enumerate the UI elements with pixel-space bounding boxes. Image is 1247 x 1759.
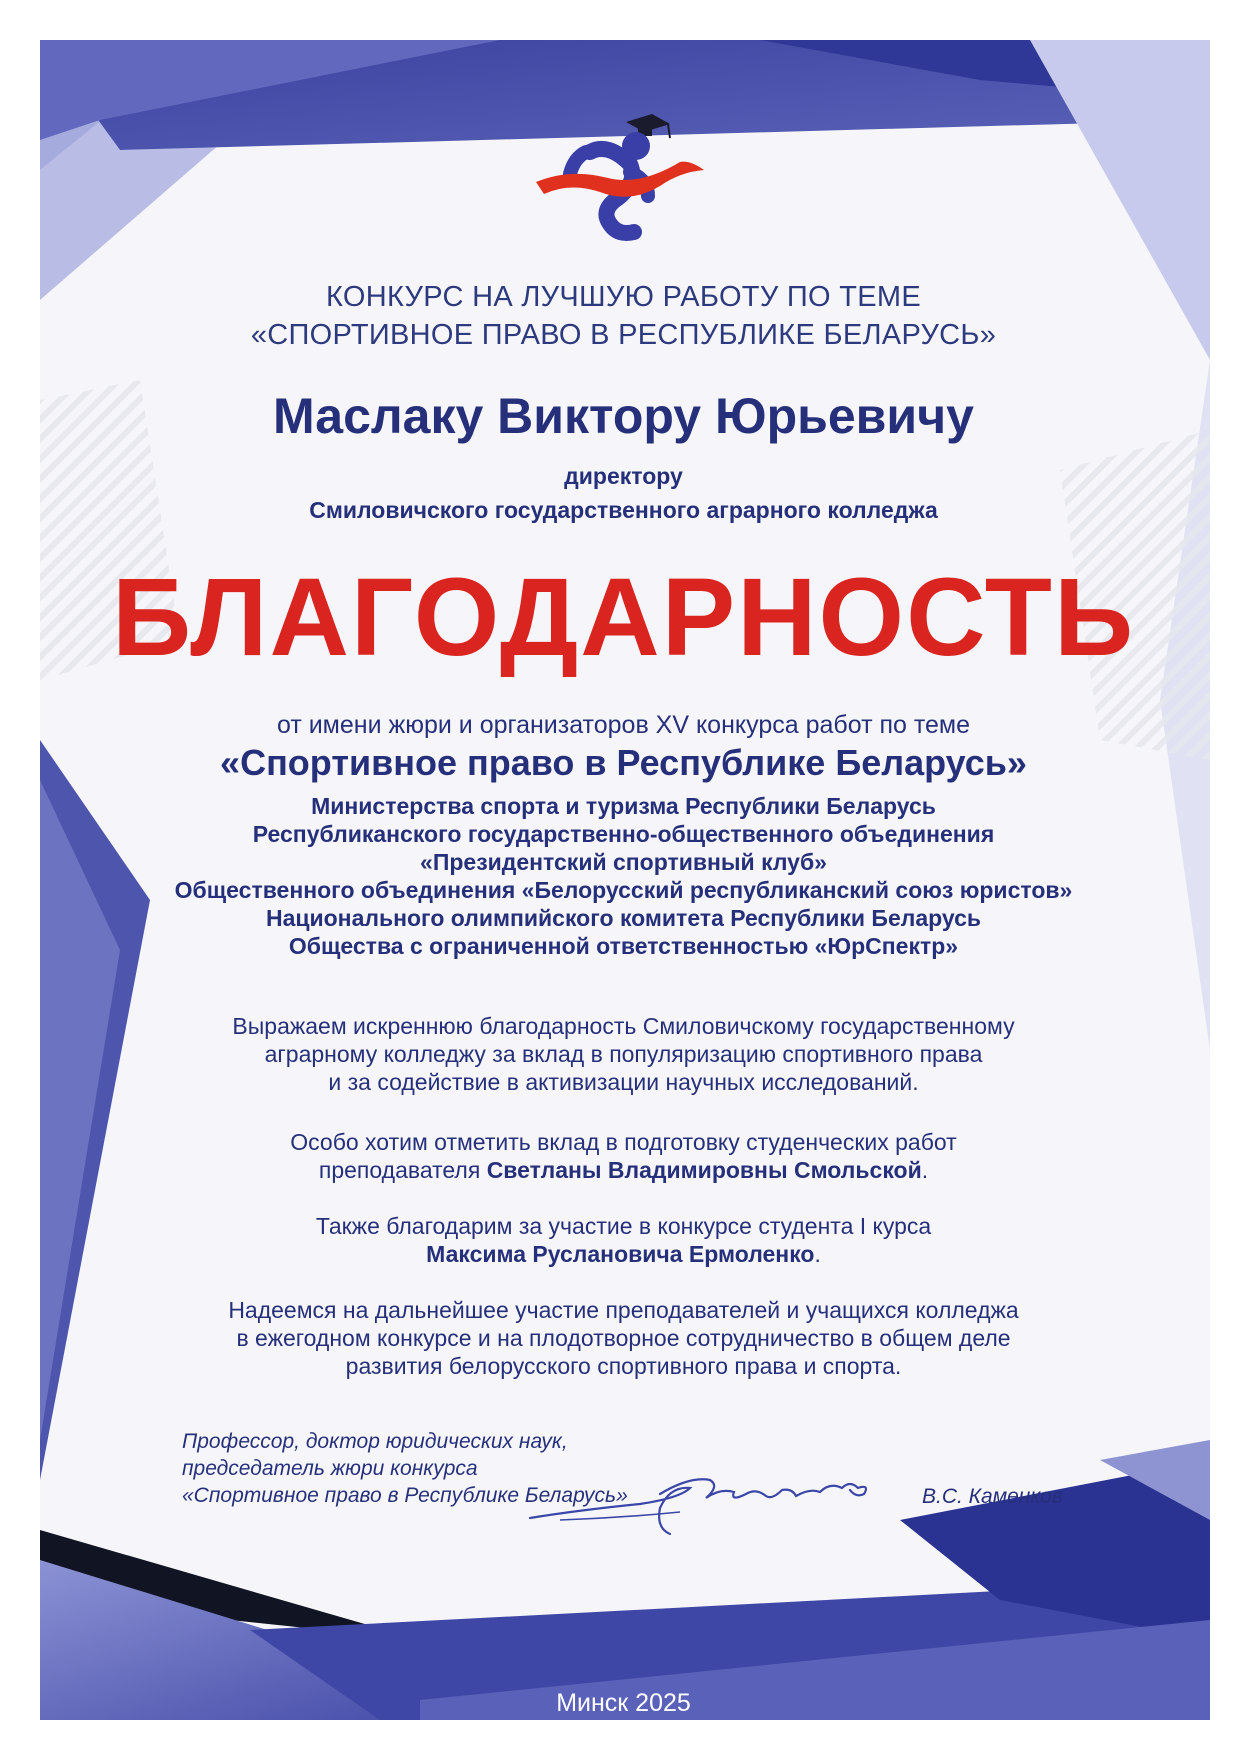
paragraph-line: Особо хотим отметить вклад в подготовку студенческих работ (290, 1129, 957, 1155)
organizer-item: Республиканского государственно-общественного объединения (252, 821, 995, 847)
organizer-item: Национального олимпийского комитета Республики Беларусь (265, 905, 982, 931)
headline: БЛАГОДАРНОСТЬ (111, 556, 1136, 679)
teacher-paragraph (0, 1128, 1247, 1184)
signatory-line: председатель жюри конкурса (182, 1457, 478, 1480)
from-line: от имени жюри и организаторов XV конкурса работ по теме (276, 711, 971, 739)
student-paragraph (0, 1212, 1247, 1268)
recipient-name: Маслаку Виктору Юрьевичу (273, 388, 974, 444)
teacher-prefix: преподавателя (318, 1157, 487, 1183)
handwritten-signature (520, 1458, 940, 1538)
contest-title-line2: «СПОРТИВНОЕ ПРАВО В РЕСПУБЛИКЕ БЕЛАРУСЬ» (250, 319, 997, 351)
organizers-list (0, 792, 1247, 960)
contest-title-line1: КОНКУРС НА ЛУЧШУЮ РАБОТУ ПО ТЕМЕ (325, 281, 922, 313)
footer-city-year: Минск 2025 (556, 1689, 691, 1717)
signatory-line: Профессор, доктор юридических наук, (182, 1430, 568, 1453)
paragraph-line (0, 1156, 1247, 1184)
contest-title (0, 278, 1247, 354)
paragraph-line: в ежегодном конкурсе и на плодотворное сотрудничество в общем деле (236, 1325, 1011, 1351)
contest-name: «Спортивное право в Республике Беларусь» (220, 742, 1027, 783)
organizer-item: Общества с ограниченной ответственностью «ЮрСпектр» (288, 933, 959, 959)
paragraph-line (0, 1240, 1247, 1268)
closing-paragraph (0, 1296, 1247, 1380)
paragraph-line: Выражаем искреннюю благодарность Смиловичскому государственному (232, 1013, 1015, 1039)
recipient-position: директору (564, 463, 683, 489)
paragraph-line: Надеемся на дальнейшее участие преподавателей и учащихся колледжа (228, 1297, 1019, 1323)
teacher-suffix: . (921, 1157, 929, 1183)
paragraph-line: и за содействие в активизации научных исследований. (328, 1069, 919, 1095)
organizer-item: Министерства спорта и туризма Республики Беларусь (311, 793, 936, 819)
organizer-item: Общественного объединения «Белорусский республиканский союз юристов» (174, 877, 1073, 903)
student-suffix: . (814, 1241, 821, 1267)
gratitude-paragraph (0, 1012, 1247, 1096)
signatory-name: В.С. Каменков (922, 1485, 1063, 1508)
contest-logo (530, 112, 710, 252)
signatory-line: «Спортивное право в Республике Беларусь» (182, 1484, 628, 1507)
paragraph-line: Также благодарим за участие в конкурсе студента I курса (315, 1213, 932, 1239)
student-name: Максима Руслановича Ермоленко (426, 1241, 815, 1267)
organizer-item: «Президентский спортивный клуб» (420, 849, 827, 875)
paragraph-line: аграрному колледжу за вклад в популяризацию спортивного права (264, 1041, 983, 1067)
recipient-organization: Смиловичского государственного аграрного колледжа (309, 497, 938, 523)
teacher-name: Светланы Владимировны Смольской (486, 1157, 922, 1183)
paragraph-line: развития белорусского спортивного права и спорта. (345, 1353, 902, 1379)
